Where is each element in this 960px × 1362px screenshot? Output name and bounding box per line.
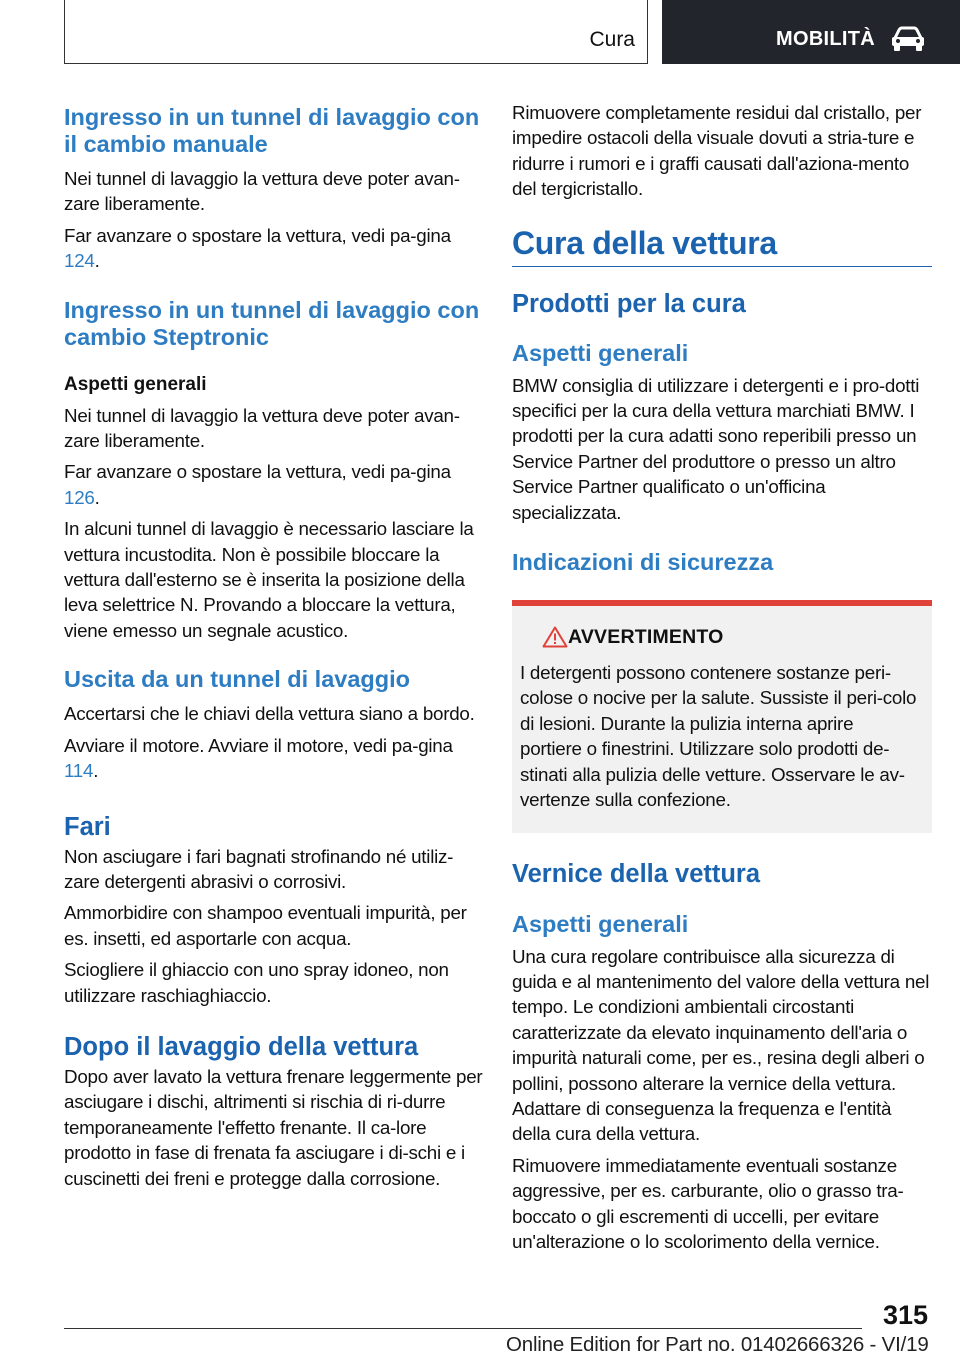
- page-link-126[interactable]: 126: [64, 486, 95, 508]
- paragraph: Dopo aver lavato la vettura frenare leggermente per asciugare i dischi, altrimenti si rischia di ri‐durre temporaneamente l'effetto frenante. Il ca‐lore prodotto in fase di frenata fa asciugare i di‐schi e i cuscinetti dei freni e protegge dalla corrosione.: [64, 1065, 483, 1189]
- page-number: 315: [882, 1300, 928, 1330]
- paragraph: Nei tunnel di lavaggio la vettura deve poter avan‐zare liberamente.: [64, 404, 460, 452]
- header-chapter-title: MOBILITÀ: [776, 28, 876, 50]
- header-section-box: [64, 0, 648, 64]
- subheading-general-products: Aspetti generali: [512, 339, 689, 366]
- section-heading-exit-wash: Uscita da un tunnel di lavaggio: [64, 666, 411, 693]
- page-link-124[interactable]: 124: [64, 250, 95, 272]
- paragraph: Ammorbidire con shampoo eventuali impurità, per es. insetti, ed asportarle con acqua.: [64, 902, 467, 949]
- section-heading-paintwork: Vernice della vettura: [512, 859, 761, 888]
- paragraph: Una cura regolare contribuisce alla sicurezza di guida e al mantenimento del valore della vettura nel tempo. Le condizioni ambientali circostanti caratterizzate da elevato inquinamento dell'aria o impurità naturali come, per es., resina degli alberi o pollini, possono alterare la vernice della vettura. Adattare di conseguenza la frequenza e l'entità della cura della vettura.: [512, 945, 930, 1145]
- section-heading-steptronic-wash: Ingresso in un tunnel di lavaggio con cambio Steptronic: [64, 296, 480, 350]
- warning-triangle-icon: [542, 626, 568, 648]
- chapter-title-block: [512, 224, 932, 267]
- footer-divider: [64, 1328, 862, 1329]
- subheading-general: Aspetti generali: [64, 373, 207, 395]
- left-column: [64, 100, 484, 1191]
- section-heading-headlights: Fari: [64, 812, 111, 841]
- warning-box: [512, 600, 932, 832]
- section-heading-care-products: Prodotti per la cura: [512, 289, 746, 318]
- chapter-heading-car-care: Cura della vettura: [512, 224, 777, 261]
- paragraph: Avviare il motore. Avviare il motore, vedi pa‐gina 114.: [64, 734, 453, 782]
- paragraph: Non asciugare i fari bagnati strofinando né utiliz‐zare detergenti abrasivi o corrosivi.: [64, 845, 454, 892]
- page-link-114[interactable]: 114: [64, 760, 94, 782]
- paragraph: Far avanzare o spostare la vettura, vedi pa‐gina 124.: [64, 224, 451, 272]
- paragraph: Rimuovere completamente residui dal cristallo, per impedire ostacoli della visuale dovuti a stria‐ture e ridurre i rumori e i graffi causati dall'aziona‐mento del tergicristallo.: [512, 102, 922, 200]
- header-chapter-tab: [662, 0, 960, 64]
- subheading-general-paint: Aspetti generali: [512, 910, 689, 937]
- car-icon: [890, 26, 926, 52]
- section-heading-manual-wash: Ingresso in un tunnel di lavaggio con il cambio manuale: [64, 104, 480, 157]
- warning-title: AVVERTIMENTO: [568, 626, 724, 649]
- warning-text: I detergenti possono contenere sostanze peri‐colose o nocive per la salute. Sussiste il peri‐colo di lesioni. Durante la pulizia interna aprire portiere o finestrini. Utilizzare solo prodotti de‐stinati alla pulizia delle vetture. Osservare le av‐vertenze sulla confezione.: [520, 662, 917, 811]
- paragraph: Sciogliere il ghiaccio con uno spray idoneo, non utilizzare raschiaghiaccio.: [64, 959, 449, 1006]
- paragraph: Accertarsi che le chiavi della vettura siano a bordo.: [64, 703, 475, 725]
- footer-edition-text: Online Edition for Part no. 01402666326 - VI/19: [506, 1333, 929, 1356]
- paragraph: Far avanzare o spostare la vettura, vedi pa‐gina 126.: [64, 461, 451, 508]
- section-heading-after-wash: Dopo il lavaggio della vettura: [64, 1032, 419, 1061]
- paragraph: BMW consiglia di utilizzare i detergenti e i pro‐dotti specifici per la cura della vettura marchiati BMW. I prodotti per la cura adatti sono reperibili presso un Service Partner del produttore o presso un altro Service Partner qualificato o un'officina specializzata.: [512, 374, 920, 523]
- subheading-safety-notes: Indicazioni di sicurezza: [512, 549, 774, 576]
- paragraph: Rimuovere immediatamente eventuali sostanze aggressive, per es. carburante, olio o grasso tra‐boccato o gli escrementi di uccelli, per evitare un'alterazione o lo scolorimento della vernice.: [512, 1154, 904, 1252]
- header-section-title: Cura: [589, 28, 635, 51]
- paragraph: Nei tunnel di lavaggio la vettura deve poter avan‐zare liberamente.: [64, 168, 460, 215]
- right-column: [512, 100, 932, 1254]
- paragraph: In alcuni tunnel di lavaggio è necessario lasciare la vettura incustodita. Non è possibile bloccare la vettura dall'esterno se è inserita la posizione della leva selettrice N. Provando a bloccare la vettura, viene emesso un segnale acustico.: [64, 518, 474, 641]
- warning-title-row: [520, 626, 918, 652]
